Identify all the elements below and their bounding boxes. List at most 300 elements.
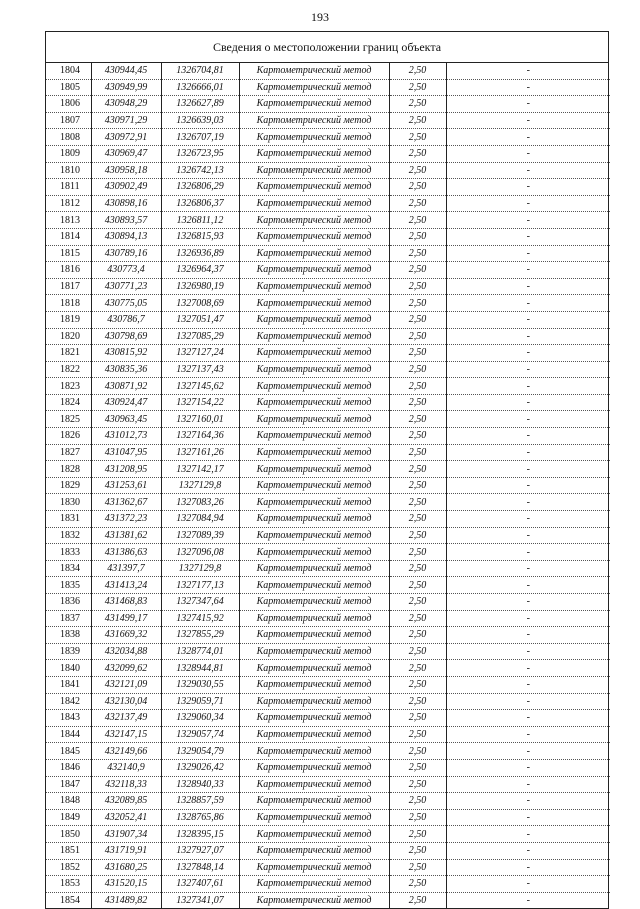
point-number-cell: 1848 xyxy=(46,793,91,810)
description-cell: - xyxy=(446,179,610,196)
table-row xyxy=(46,660,610,677)
accuracy-cell: 2,50 xyxy=(389,693,446,710)
accuracy-cell: 2,50 xyxy=(389,112,446,129)
table-row xyxy=(46,676,610,693)
point-number-cell: 1843 xyxy=(46,710,91,727)
y-coordinate-cell: 1327347,64 xyxy=(161,594,239,611)
y-coordinate-cell: 1327085,29 xyxy=(161,328,239,345)
x-coordinate-cell: 431489,82 xyxy=(91,892,161,908)
description-cell: - xyxy=(446,112,610,129)
x-coordinate-cell: 431413,24 xyxy=(91,577,161,594)
description-cell: - xyxy=(446,328,610,345)
table-row xyxy=(46,643,610,660)
description-cell: - xyxy=(446,776,610,793)
y-coordinate-cell: 1329060,34 xyxy=(161,710,239,727)
x-coordinate-cell: 430894,13 xyxy=(91,228,161,245)
method-cell: Картометрический метод xyxy=(239,643,389,660)
method-cell: Картометрический метод xyxy=(239,826,389,843)
y-coordinate-cell: 1327142,17 xyxy=(161,461,239,478)
accuracy-cell: 2,50 xyxy=(389,411,446,428)
x-coordinate-cell: 430815,92 xyxy=(91,345,161,362)
y-coordinate-cell: 1327855,29 xyxy=(161,627,239,644)
point-number-cell: 1827 xyxy=(46,444,91,461)
description-cell: - xyxy=(446,842,610,859)
description-cell: - xyxy=(446,461,610,478)
point-number-cell: 1854 xyxy=(46,892,91,908)
description-cell: - xyxy=(446,145,610,162)
y-coordinate-cell: 1329059,71 xyxy=(161,693,239,710)
point-number-cell: 1820 xyxy=(46,328,91,345)
description-cell: - xyxy=(446,710,610,727)
method-cell: Картометрический метод xyxy=(239,179,389,196)
point-number-cell: 1816 xyxy=(46,262,91,279)
x-coordinate-cell: 432052,41 xyxy=(91,809,161,826)
description-cell: - xyxy=(446,693,610,710)
accuracy-cell: 2,50 xyxy=(389,594,446,611)
accuracy-cell: 2,50 xyxy=(389,361,446,378)
x-coordinate-cell: 431719,91 xyxy=(91,842,161,859)
point-number-cell: 1834 xyxy=(46,560,91,577)
table-row xyxy=(46,411,610,428)
point-number-cell: 1852 xyxy=(46,859,91,876)
table-row xyxy=(46,511,610,528)
table-row xyxy=(46,195,610,212)
table-row xyxy=(46,726,610,743)
point-number-cell: 1808 xyxy=(46,129,91,146)
table-row xyxy=(46,145,610,162)
x-coordinate-cell: 431499,17 xyxy=(91,610,161,627)
description-cell: - xyxy=(446,627,610,644)
description-cell: - xyxy=(446,511,610,528)
method-cell: Картометрический метод xyxy=(239,444,389,461)
method-cell: Картометрический метод xyxy=(239,195,389,212)
accuracy-cell: 2,50 xyxy=(389,195,446,212)
description-cell: - xyxy=(446,859,610,876)
description-cell: - xyxy=(446,129,610,146)
x-coordinate-cell: 432118,33 xyxy=(91,776,161,793)
x-coordinate-cell: 430902,49 xyxy=(91,179,161,196)
table-row xyxy=(46,627,610,644)
method-cell: Картометрический метод xyxy=(239,759,389,776)
table-row xyxy=(46,96,610,113)
y-coordinate-cell: 1326811,12 xyxy=(161,212,239,229)
accuracy-cell: 2,50 xyxy=(389,328,446,345)
accuracy-cell: 2,50 xyxy=(389,676,446,693)
table-row xyxy=(46,560,610,577)
y-coordinate-cell: 1327084,94 xyxy=(161,511,239,528)
method-cell: Картометрический метод xyxy=(239,345,389,362)
table-row xyxy=(46,477,610,494)
point-number-cell: 1832 xyxy=(46,527,91,544)
description-cell: - xyxy=(446,793,610,810)
y-coordinate-cell: 1327415,92 xyxy=(161,610,239,627)
y-coordinate-cell: 1328774,01 xyxy=(161,643,239,660)
y-coordinate-cell: 1327051,47 xyxy=(161,311,239,328)
description-cell: - xyxy=(446,345,610,362)
point-number-cell: 1821 xyxy=(46,345,91,362)
accuracy-cell: 2,50 xyxy=(389,643,446,660)
x-coordinate-cell: 431362,67 xyxy=(91,494,161,511)
section-title: Сведения о местоположении границ объекта xyxy=(46,32,608,63)
description-cell: - xyxy=(446,79,610,96)
description-cell: - xyxy=(446,96,610,113)
point-number-cell: 1833 xyxy=(46,544,91,561)
y-coordinate-cell: 1327164,36 xyxy=(161,428,239,445)
point-number-cell: 1849 xyxy=(46,809,91,826)
point-number-cell: 1847 xyxy=(46,776,91,793)
description-cell: - xyxy=(446,610,610,627)
x-coordinate-cell: 432034,88 xyxy=(91,643,161,660)
x-coordinate-cell: 432137,49 xyxy=(91,710,161,727)
method-cell: Картометрический метод xyxy=(239,328,389,345)
method-cell: Картометрический метод xyxy=(239,162,389,179)
accuracy-cell: 2,50 xyxy=(389,245,446,262)
description-cell: - xyxy=(446,826,610,843)
point-number-cell: 1840 xyxy=(46,660,91,677)
point-number-cell: 1835 xyxy=(46,577,91,594)
point-number-cell: 1806 xyxy=(46,96,91,113)
point-number-cell: 1851 xyxy=(46,842,91,859)
table-row xyxy=(46,162,610,179)
table-row xyxy=(46,112,610,129)
method-cell: Картометрический метод xyxy=(239,394,389,411)
accuracy-cell: 2,50 xyxy=(389,759,446,776)
description-cell: - xyxy=(446,676,610,693)
y-coordinate-cell: 1327177,13 xyxy=(161,577,239,594)
method-cell: Картометрический метод xyxy=(239,693,389,710)
accuracy-cell: 2,50 xyxy=(389,79,446,96)
x-coordinate-cell: 432149,66 xyxy=(91,743,161,760)
y-coordinate-cell: 1327161,26 xyxy=(161,444,239,461)
x-coordinate-cell: 430948,29 xyxy=(91,96,161,113)
accuracy-cell: 2,50 xyxy=(389,527,446,544)
method-cell: Картометрический метод xyxy=(239,477,389,494)
coordinates-table-body xyxy=(46,63,610,908)
y-coordinate-cell: 1328395,15 xyxy=(161,826,239,843)
table-row xyxy=(46,743,610,760)
x-coordinate-cell: 430971,29 xyxy=(91,112,161,129)
description-cell: - xyxy=(446,544,610,561)
description-cell: - xyxy=(446,743,610,760)
y-coordinate-cell: 1327008,69 xyxy=(161,295,239,312)
table-row xyxy=(46,594,610,611)
method-cell: Картометрический метод xyxy=(239,378,389,395)
method-cell: Картометрический метод xyxy=(239,610,389,627)
boundary-table xyxy=(45,31,609,909)
method-cell: Картометрический метод xyxy=(239,859,389,876)
y-coordinate-cell: 1327145,62 xyxy=(161,378,239,395)
y-coordinate-cell: 1326723,95 xyxy=(161,145,239,162)
table-row xyxy=(46,63,610,79)
point-number-cell: 1838 xyxy=(46,627,91,644)
x-coordinate-cell: 430871,92 xyxy=(91,378,161,395)
method-cell: Картометрический метод xyxy=(239,876,389,893)
description-cell: - xyxy=(446,643,610,660)
method-cell: Картометрический метод xyxy=(239,577,389,594)
method-cell: Картометрический метод xyxy=(239,560,389,577)
point-number-cell: 1826 xyxy=(46,428,91,445)
method-cell: Картометрический метод xyxy=(239,461,389,478)
table-row xyxy=(46,394,610,411)
point-number-cell: 1846 xyxy=(46,759,91,776)
method-cell: Картометрический метод xyxy=(239,710,389,727)
point-number-cell: 1853 xyxy=(46,876,91,893)
point-number-cell: 1839 xyxy=(46,643,91,660)
method-cell: Картометрический метод xyxy=(239,428,389,445)
method-cell: Картометрический метод xyxy=(239,809,389,826)
point-number-cell: 1842 xyxy=(46,693,91,710)
page-number: 193 xyxy=(311,10,329,24)
table-row xyxy=(46,793,610,810)
x-coordinate-cell: 431208,95 xyxy=(91,461,161,478)
x-coordinate-cell: 431012,73 xyxy=(91,428,161,445)
method-cell: Картометрический метод xyxy=(239,494,389,511)
table-row xyxy=(46,212,610,229)
method-cell: Картометрический метод xyxy=(239,676,389,693)
table-row xyxy=(46,859,610,876)
table-row xyxy=(46,759,610,776)
method-cell: Картометрический метод xyxy=(239,295,389,312)
table-row xyxy=(46,809,610,826)
x-coordinate-cell: 432147,15 xyxy=(91,726,161,743)
method-cell: Картометрический метод xyxy=(239,411,389,428)
y-coordinate-cell: 1327137,43 xyxy=(161,361,239,378)
accuracy-cell: 2,50 xyxy=(389,461,446,478)
y-coordinate-cell: 1327927,07 xyxy=(161,842,239,859)
table-row xyxy=(46,693,610,710)
y-coordinate-cell: 1326936,89 xyxy=(161,245,239,262)
description-cell: - xyxy=(446,494,610,511)
method-cell: Картометрический метод xyxy=(239,527,389,544)
x-coordinate-cell: 432140,9 xyxy=(91,759,161,776)
table-row xyxy=(46,262,610,279)
method-cell: Картометрический метод xyxy=(239,892,389,908)
method-cell: Картометрический метод xyxy=(239,145,389,162)
x-coordinate-cell: 430789,16 xyxy=(91,245,161,262)
accuracy-cell: 2,50 xyxy=(389,560,446,577)
accuracy-cell: 2,50 xyxy=(389,477,446,494)
accuracy-cell: 2,50 xyxy=(389,394,446,411)
x-coordinate-cell: 430773,4 xyxy=(91,262,161,279)
description-cell: - xyxy=(446,262,610,279)
x-coordinate-cell: 430944,45 xyxy=(91,63,161,79)
y-coordinate-cell: 1329054,79 xyxy=(161,743,239,760)
accuracy-cell: 2,50 xyxy=(389,776,446,793)
accuracy-cell: 2,50 xyxy=(389,345,446,362)
method-cell: Картометрический метод xyxy=(239,776,389,793)
point-number-cell: 1837 xyxy=(46,610,91,627)
point-number-cell: 1819 xyxy=(46,311,91,328)
accuracy-cell: 2,50 xyxy=(389,378,446,395)
x-coordinate-cell: 430893,57 xyxy=(91,212,161,229)
accuracy-cell: 2,50 xyxy=(389,145,446,162)
description-cell: - xyxy=(446,577,610,594)
table-row xyxy=(46,826,610,843)
description-cell: - xyxy=(446,212,610,229)
y-coordinate-cell: 1328765,86 xyxy=(161,809,239,826)
y-coordinate-cell: 1326964,37 xyxy=(161,262,239,279)
point-number-cell: 1850 xyxy=(46,826,91,843)
y-coordinate-cell: 1326627,89 xyxy=(161,96,239,113)
description-cell: - xyxy=(446,809,610,826)
accuracy-cell: 2,50 xyxy=(389,793,446,810)
y-coordinate-cell: 1326806,29 xyxy=(161,179,239,196)
x-coordinate-cell: 430771,23 xyxy=(91,278,161,295)
x-coordinate-cell: 431907,34 xyxy=(91,826,161,843)
table-row xyxy=(46,311,610,328)
accuracy-cell: 2,50 xyxy=(389,262,446,279)
y-coordinate-cell: 1326707,19 xyxy=(161,129,239,146)
description-cell: - xyxy=(446,378,610,395)
table-row xyxy=(46,228,610,245)
description-cell: - xyxy=(446,278,610,295)
table-row xyxy=(46,328,610,345)
y-coordinate-cell: 1327407,61 xyxy=(161,876,239,893)
accuracy-cell: 2,50 xyxy=(389,660,446,677)
accuracy-cell: 2,50 xyxy=(389,511,446,528)
y-coordinate-cell: 1326742,13 xyxy=(161,162,239,179)
y-coordinate-cell: 1327089,39 xyxy=(161,527,239,544)
method-cell: Картометрический метод xyxy=(239,842,389,859)
table-row xyxy=(46,378,610,395)
description-cell: - xyxy=(446,477,610,494)
method-cell: Картометрический метод xyxy=(239,594,389,611)
x-coordinate-cell: 430963,45 xyxy=(91,411,161,428)
method-cell: Картометрический метод xyxy=(239,228,389,245)
accuracy-cell: 2,50 xyxy=(389,627,446,644)
table-row xyxy=(46,361,610,378)
method-cell: Картометрический метод xyxy=(239,63,389,79)
table-row xyxy=(46,494,610,511)
description-cell: - xyxy=(446,759,610,776)
point-number-cell: 1809 xyxy=(46,145,91,162)
description-cell: - xyxy=(446,660,610,677)
accuracy-cell: 2,50 xyxy=(389,859,446,876)
table-row xyxy=(46,527,610,544)
table-row xyxy=(46,876,610,893)
x-coordinate-cell: 431253,61 xyxy=(91,477,161,494)
accuracy-cell: 2,50 xyxy=(389,610,446,627)
accuracy-cell: 2,50 xyxy=(389,228,446,245)
description-cell: - xyxy=(446,162,610,179)
x-coordinate-cell: 430775,05 xyxy=(91,295,161,312)
x-coordinate-cell: 431381,62 xyxy=(91,527,161,544)
x-coordinate-cell: 430786,7 xyxy=(91,311,161,328)
x-coordinate-cell: 430972,91 xyxy=(91,129,161,146)
method-cell: Картометрический метод xyxy=(239,129,389,146)
table-row xyxy=(46,776,610,793)
table-row xyxy=(46,577,610,594)
accuracy-cell: 2,50 xyxy=(389,544,446,561)
x-coordinate-cell: 432121,09 xyxy=(91,676,161,693)
method-cell: Картометрический метод xyxy=(239,511,389,528)
y-coordinate-cell: 1326666,01 xyxy=(161,79,239,96)
point-number-cell: 1818 xyxy=(46,295,91,312)
y-coordinate-cell: 1327129,8 xyxy=(161,477,239,494)
point-number-cell: 1804 xyxy=(46,63,91,79)
x-coordinate-cell: 430835,36 xyxy=(91,361,161,378)
accuracy-cell: 2,50 xyxy=(389,129,446,146)
x-coordinate-cell: 432099,62 xyxy=(91,660,161,677)
accuracy-cell: 2,50 xyxy=(389,96,446,113)
y-coordinate-cell: 1328857,59 xyxy=(161,793,239,810)
method-cell: Картометрический метод xyxy=(239,278,389,295)
method-cell: Картометрический метод xyxy=(239,112,389,129)
point-number-cell: 1829 xyxy=(46,477,91,494)
y-coordinate-cell: 1327341,07 xyxy=(161,892,239,908)
point-number-cell: 1813 xyxy=(46,212,91,229)
method-cell: Картометрический метод xyxy=(239,627,389,644)
table-row xyxy=(46,892,610,908)
description-cell: - xyxy=(446,527,610,544)
description-cell: - xyxy=(446,876,610,893)
y-coordinate-cell: 1326815,93 xyxy=(161,228,239,245)
table-row xyxy=(46,345,610,362)
method-cell: Картометрический метод xyxy=(239,743,389,760)
y-coordinate-cell: 1329026,42 xyxy=(161,759,239,776)
description-cell: - xyxy=(446,311,610,328)
description-cell: - xyxy=(446,228,610,245)
accuracy-cell: 2,50 xyxy=(389,577,446,594)
description-cell: - xyxy=(446,726,610,743)
x-coordinate-cell: 431669,32 xyxy=(91,627,161,644)
accuracy-cell: 2,50 xyxy=(389,826,446,843)
point-number-cell: 1824 xyxy=(46,394,91,411)
table-row xyxy=(46,245,610,262)
description-cell: - xyxy=(446,428,610,445)
description-cell: - xyxy=(526,894,530,906)
description-cell: - xyxy=(446,63,610,79)
x-coordinate-cell: 431468,83 xyxy=(91,594,161,611)
method-cell: Картометрический метод xyxy=(239,262,389,279)
point-number-cell: 1841 xyxy=(46,676,91,693)
accuracy-cell: 2,50 xyxy=(389,278,446,295)
table-row xyxy=(46,610,610,627)
accuracy-cell: 2,50 xyxy=(389,212,446,229)
y-coordinate-cell: 1326806,37 xyxy=(161,195,239,212)
method-cell: Картометрический метод xyxy=(239,361,389,378)
x-coordinate-cell: 432089,85 xyxy=(91,793,161,810)
accuracy-cell: 2,50 xyxy=(389,743,446,760)
x-coordinate-cell: 431397,7 xyxy=(91,560,161,577)
description-cell: - xyxy=(446,361,610,378)
table-row xyxy=(46,544,610,561)
point-number-cell: 1831 xyxy=(46,511,91,528)
point-number-cell: 1805 xyxy=(46,79,91,96)
x-coordinate-cell: 430898,16 xyxy=(91,195,161,212)
accuracy-cell: 2,50 xyxy=(389,162,446,179)
accuracy-cell: 2,50 xyxy=(389,179,446,196)
point-number-cell: 1828 xyxy=(46,461,91,478)
description-cell: - xyxy=(446,444,610,461)
description-cell: - xyxy=(446,295,610,312)
x-coordinate-cell: 430969,47 xyxy=(91,145,161,162)
accuracy-cell: 2,50 xyxy=(389,892,446,908)
accuracy-cell: 2,50 xyxy=(389,494,446,511)
description-cell: - xyxy=(446,195,610,212)
x-coordinate-cell: 431047,95 xyxy=(91,444,161,461)
y-coordinate-cell: 1327154,22 xyxy=(161,394,239,411)
method-cell: Картометрический метод xyxy=(239,245,389,262)
x-coordinate-cell: 431372,23 xyxy=(91,511,161,528)
point-number-cell: 1812 xyxy=(46,195,91,212)
point-number-cell: 1810 xyxy=(46,162,91,179)
y-coordinate-cell: 1327083,26 xyxy=(161,494,239,511)
point-number-cell: 1814 xyxy=(46,228,91,245)
x-coordinate-cell: 432130,04 xyxy=(91,693,161,710)
y-coordinate-cell: 1328940,33 xyxy=(161,776,239,793)
accuracy-cell: 2,50 xyxy=(389,444,446,461)
